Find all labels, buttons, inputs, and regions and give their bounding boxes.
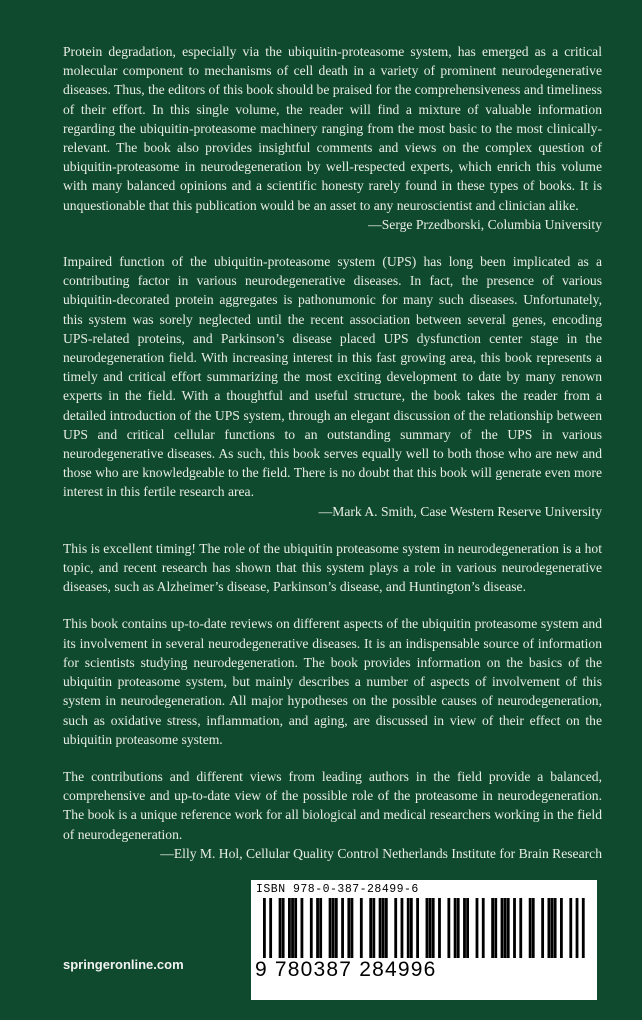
barcode-bar xyxy=(482,898,485,958)
barcode-bar xyxy=(504,898,507,958)
barcode-bar xyxy=(310,898,313,958)
barcode-bar xyxy=(463,898,466,958)
publisher-website: springeronline.com xyxy=(63,957,184,972)
barcode-bar xyxy=(301,898,304,958)
barcode-bar xyxy=(519,898,522,958)
blurb-paragraph-2: Impaired function of the ubiquitin-proteasome system (UPS) has long been implicated as a contributing factor in various neurodegenerative diseases. In fact, the presence of various ubiquitin-decorated protein aggregates is pathonumonic for many such diseases. Unfortunately, this system was sorely neglected until the recent association between several genes, encoding UPS-related proteins, and Parkinson’s disease placed UPS dysfunction center stage in the neurodegeneration field. With increasing interest in this fast growing area, this book represents a timely and critical effort summarizing the most exciting development to date by many renown experts in the field. With a thoughtful and useful structure, the book takes the reader from a detailed introduction of the UPS system, through an elegant discussion of the relationship between UPS and critical cellular functions to an outstanding summary of the UPS in various neurodegenerative diseases. As such, this book serves equally well to both those who are new and those who are knowledgeable to the field. There is no doubt that this book will generate even more interest in this fertile research area. xyxy=(63,254,602,500)
attribution-3: —Elly M. Hol, Cellular Quality Control Netherlands Institute for Brain Research xyxy=(160,845,602,861)
barcode-bar xyxy=(372,898,375,958)
barcode-bar xyxy=(432,898,435,958)
barcode-bar xyxy=(294,898,297,958)
barcode-bar xyxy=(551,898,554,958)
barcode-bar xyxy=(341,898,344,958)
barcode-bar xyxy=(560,898,563,958)
barcode-bar xyxy=(476,898,479,958)
barcode-bar xyxy=(316,898,319,958)
back-cover-text xyxy=(63,42,602,863)
barcode-bar xyxy=(576,898,579,958)
barcode-bar xyxy=(279,898,282,958)
barcode-bar xyxy=(494,898,497,958)
barcode-bar xyxy=(569,898,572,958)
barcode-bar xyxy=(263,898,266,958)
barcode-bar xyxy=(385,898,388,958)
barcode-number: 9 780387 284996 xyxy=(255,958,437,981)
barcode-bar xyxy=(369,898,372,958)
barcode-bar xyxy=(401,898,404,958)
barcode-bar xyxy=(394,898,397,958)
barcode-bar xyxy=(410,898,413,958)
barcode-bar xyxy=(529,898,532,958)
barcode-bar xyxy=(382,898,385,958)
barcode-bar xyxy=(532,898,535,958)
barcode-bar xyxy=(447,898,450,958)
barcode-bar xyxy=(501,898,504,958)
barcode-bar xyxy=(466,898,469,958)
barcode-bar xyxy=(438,898,441,958)
barcode-bar xyxy=(513,898,516,958)
barcode-bar xyxy=(269,898,272,958)
barcode-bar xyxy=(429,898,432,958)
isbn-barcode xyxy=(251,880,597,1000)
blurb-paragraph-5: The contributions and different views from leading authors in the field provide a balanced, comprehensive and up-to-date view of the possible role of the proteasome in neurodegeneration. The book is a unique reference work for all biological and medical researchers working in the field of neurodegeneration. xyxy=(63,768,602,842)
barcode-bar xyxy=(547,898,550,958)
blurb-paragraph-1: Protein degradation, especially via the ubiquitin-proteasome system, has emerged as a critical molecular component to mechanisms of cell death in a variety of prominent neurodegenerative diseases. Thus, the editors of this book should be praised for the comprehensiveness and timeliness of their effort. In this single volume, the reader will find a mixture of valuable information regarding the ubiquitin-proteasome machinery ranging from the most basic to the most clinically-relevant. The book also provides insightful comments and views on the complex question of ubiquitin-proteasome in neurodegeneration by well-respected experts, which enrich this volume with many balanced opinions and a scientific honesty rarely found in these types of books. It is unquestionable that this publication would be an asset to any neuroscientist and clinician alike. xyxy=(63,44,602,213)
barcode-bar xyxy=(457,898,460,958)
barcode-bar xyxy=(407,898,410,958)
barcode-bar xyxy=(347,898,350,958)
barcode-bar xyxy=(416,898,419,958)
barcode-bar xyxy=(379,898,382,958)
barcode-bar xyxy=(360,898,363,958)
barcode-bar xyxy=(329,898,332,958)
barcode-bar xyxy=(291,898,294,958)
barcode-bar xyxy=(582,898,585,958)
barcode-bars xyxy=(263,898,585,958)
barcode-bar xyxy=(554,898,557,958)
barcode-bar xyxy=(335,898,338,958)
blurb-paragraph-3: This is excellent timing! The role of the ubiquitin proteasome system in neurodegeneration is a hot topic, and recent research has shown that this system plays a role in various neurodegenerative diseases, such as Alzheimer’s disease, Parkinson’s disease, and Huntington’s disease. xyxy=(63,540,602,595)
barcode-bar xyxy=(541,898,544,958)
barcode-bar xyxy=(351,898,354,958)
barcode-bar xyxy=(426,898,429,958)
attribution-1: —Serge Przedborski, Columbia University xyxy=(368,216,602,232)
attribution-2: —Mark A. Smith, Case Western Reserve University xyxy=(318,503,602,519)
barcode-bar xyxy=(332,898,335,958)
blurb-paragraph-4: This book contains up-to-date reviews on different aspects of the ubiquitin proteasome system and its involvement in several neurodegenerative diseases. It is an indispensable source of information for scientists studying neurodegeneration. The book provides information on the basics of the ubiquitin proteasome system, but mainly describes a number of aspects of involvement of this system in neurodegeneration. All major hypotheses on the possible causes of neurodegeneration, such as oxidative stress, inflammation, and aging, are discussed in view of their effect on the ubiquitin proteasome system. xyxy=(63,616,602,747)
isbn-label: ISBN 978-0-387-28499-6 xyxy=(256,883,419,896)
barcode-bar xyxy=(491,898,494,958)
barcode-bar xyxy=(319,898,322,958)
barcode-bar xyxy=(454,898,457,958)
barcode-bar xyxy=(288,898,291,958)
barcode-bar xyxy=(507,898,510,958)
barcode-bar xyxy=(282,898,285,958)
